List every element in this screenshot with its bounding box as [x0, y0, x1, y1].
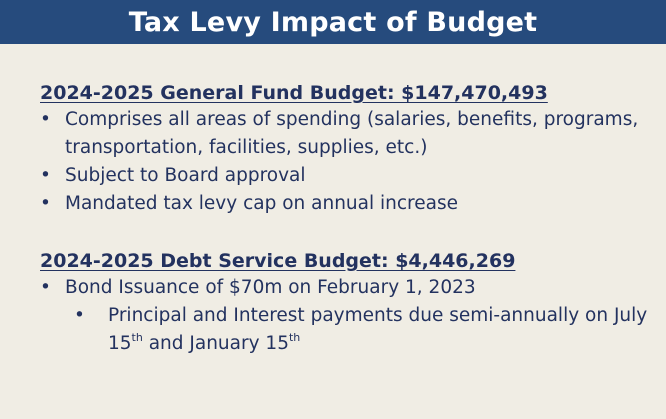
debt-service-heading: 2024-2025 Debt Service Budget: $4,446,269 — [40, 250, 516, 272]
debt-service-sublist — [74, 302, 660, 358]
bullet-icon: • — [40, 165, 51, 186]
sub-bullet-text — [108, 305, 647, 354]
ordinal-suffix: th — [131, 330, 143, 344]
list-item — [40, 274, 660, 302]
title-bar — [0, 0, 666, 44]
list-item — [40, 190, 660, 218]
bullet-text: Subject to Board approval — [65, 165, 306, 186]
ordinal-suffix: th — [288, 330, 301, 344]
bullet-text: Comprises all areas of spending (salaries, benefits, programs, transportation, facilities, supplies, etc.) — [65, 109, 639, 158]
slide-title: Tax Levy Impact of Budget — [128, 6, 538, 38]
bullet-icon: • — [40, 193, 51, 214]
sub-bullet-text-part: Principal and Interest payments due semi-annually on July 15 — [108, 305, 648, 354]
bullet-icon: • — [74, 305, 85, 326]
slide-content — [40, 80, 660, 358]
bullet-icon: • — [40, 109, 51, 130]
bullet-icon: • — [40, 277, 51, 298]
debt-service-list — [40, 274, 660, 302]
general-fund-heading: 2024-2025 General Fund Budget: $147,470,493 — [40, 82, 548, 104]
bullet-text: Bond Issuance of $70m on February 1, 2023 — [65, 277, 476, 298]
general-fund-list — [40, 106, 660, 218]
bullet-text: Mandated tax levy cap on annual increase — [65, 193, 458, 214]
list-item — [74, 302, 660, 358]
list-item — [40, 162, 660, 190]
list-item — [40, 106, 660, 162]
sub-bullet-text-part: and January 15 — [142, 333, 289, 354]
